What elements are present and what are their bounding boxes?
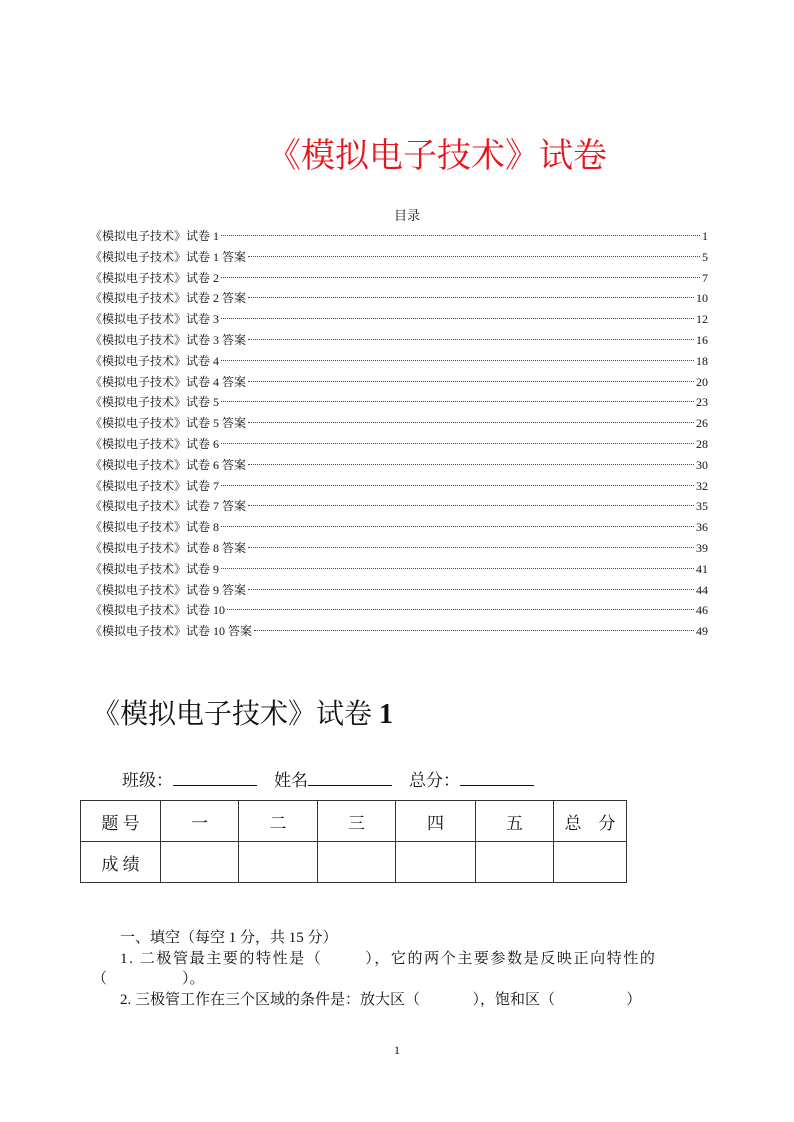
toc-entry-page: 49	[696, 624, 708, 639]
toc-entry-label: 《模拟电子技术》试卷 2	[90, 270, 220, 285]
toc-entry-page: 41	[696, 561, 708, 576]
toc-entry-page: 32	[696, 478, 708, 493]
toc-entry[interactable]	[90, 476, 708, 497]
header-cell: 二	[239, 801, 318, 842]
toc-entry[interactable]	[90, 288, 708, 309]
name-label: 姓名	[274, 771, 308, 790]
score-table-row	[81, 842, 627, 883]
toc-entry-label: 《模拟电子技术》试卷 1	[90, 229, 220, 243]
page-number: 1	[394, 1043, 400, 1057]
toc-leader-dots	[248, 297, 694, 298]
toc-entry[interactable]	[90, 600, 708, 621]
score-table	[80, 800, 627, 883]
total-label: 总分：	[409, 771, 460, 790]
toc-entry-label: 《模拟电子技术》试卷 7	[90, 478, 220, 493]
toc-entry[interactable]	[90, 580, 708, 601]
toc-leader-dots	[221, 485, 694, 486]
question-1: 1. 二极管最主要的特性是（ ），它的两个主要参数是反映正向特性的	[120, 951, 657, 967]
toc-leader-dots	[221, 401, 694, 402]
toc-entry-label: 《模拟电子技术》试卷 3 答案	[90, 332, 247, 347]
score-cell[interactable]	[239, 842, 318, 883]
toc-entry-page: 30	[696, 457, 708, 472]
toc-leader-dots	[248, 422, 694, 423]
toc-entry[interactable]	[90, 268, 708, 289]
toc-entry[interactable]	[90, 247, 708, 268]
exam-heading-number: 1	[379, 699, 394, 730]
toc-entry-label: 《模拟电子技术》试卷 1 答案	[90, 249, 247, 264]
header-cell: 题 号	[81, 801, 161, 842]
exam-heading	[92, 692, 393, 732]
toc-leader-dots	[221, 360, 694, 361]
toc-entry-label: 《模拟电子技术》试卷 9 答案	[90, 582, 247, 597]
toc-leader-dots	[248, 505, 694, 506]
header-cell: 三	[318, 801, 396, 842]
toc-entry-page: 18	[696, 353, 708, 368]
question-1-cont: （ ）。	[92, 971, 205, 987]
toc-entry-label: 《模拟电子技术》试卷 10	[90, 603, 226, 618]
toc-entry-page: 46	[696, 603, 708, 618]
toc-leader-dots	[254, 630, 694, 631]
header-cell: 一	[161, 801, 239, 842]
toc-entry-label: 《模拟电子技术》试卷 2 答案	[90, 291, 247, 306]
toc-entry-label: 《模拟电子技术》试卷 5	[90, 395, 220, 410]
toc-entry-page: 35	[696, 499, 708, 514]
toc-entry-label: 《模拟电子技术》试卷 9	[90, 561, 220, 576]
class-blank[interactable]	[173, 771, 257, 786]
score-table-header	[81, 801, 627, 842]
score-cell[interactable]	[476, 842, 554, 883]
toc-leader-dots	[221, 526, 694, 527]
toc-entry-page: 1	[702, 229, 708, 243]
toc-entry[interactable]	[90, 372, 708, 393]
toc-entry[interactable]	[90, 517, 708, 538]
toc-entry-page: 5	[702, 249, 708, 264]
toc-leader-dots	[221, 235, 700, 236]
toc-entry-label: 《模拟电子技术》试卷 8 答案	[90, 540, 247, 555]
exam-heading-text: 《模拟电子技术》试卷	[92, 699, 380, 730]
total-blank[interactable]	[460, 771, 534, 786]
student-info-line	[122, 766, 534, 791]
toc-entry-label: 《模拟电子技术》试卷 5 答案	[90, 416, 247, 431]
toc-entry-label: 《模拟电子技术》试卷 6	[90, 436, 220, 451]
toc-entry-page: 23	[696, 395, 708, 410]
toc-entry-page: 16	[696, 332, 708, 347]
question-2: 2. 三极管工作在三个区域的条件是：放大区（ ），饱和区（ ）	[120, 992, 642, 1008]
score-cell[interactable]	[396, 842, 476, 883]
header-cell: 总 分	[554, 801, 627, 842]
toc-entry-page: 39	[696, 540, 708, 555]
table-of-contents	[90, 226, 708, 642]
toc-leader-dots	[248, 464, 694, 465]
score-cell[interactable]	[554, 842, 627, 883]
toc-leader-dots	[248, 256, 700, 257]
toc-entry-page: 36	[696, 520, 708, 535]
toc-entry[interactable]	[90, 621, 708, 642]
row-label: 成 绩	[81, 842, 161, 883]
toc-heading: 目录	[393, 208, 420, 223]
toc-leader-dots	[221, 318, 694, 319]
toc-entry-page: 12	[696, 312, 708, 327]
toc-entry-label: 《模拟电子技术》试卷 4 答案	[90, 374, 247, 389]
toc-entry-label: 《模拟电子技术》试卷 6 答案	[90, 457, 247, 472]
toc-entry[interactable]	[90, 330, 708, 351]
toc-entry-label: 《模拟电子技术》试卷 3	[90, 312, 220, 327]
toc-entry[interactable]	[90, 413, 708, 434]
header-cell: 五	[476, 801, 554, 842]
toc-leader-dots	[248, 339, 694, 340]
toc-entry-label: 《模拟电子技术》试卷 10 答案	[90, 624, 253, 639]
score-cell[interactable]	[161, 842, 239, 883]
toc-leader-dots	[248, 589, 694, 590]
toc-leader-dots	[221, 568, 694, 569]
toc-entry[interactable]	[90, 559, 708, 580]
toc-entry[interactable]	[90, 309, 708, 330]
toc-entry[interactable]	[90, 351, 708, 372]
header-cell: 四	[396, 801, 476, 842]
toc-entry-label: 《模拟电子技术》试卷 4	[90, 353, 220, 368]
toc-entry[interactable]	[90, 434, 708, 455]
section-1-heading: 一、填空（每空 1 分，共 15 分）	[120, 930, 338, 946]
document-title: 《模拟电子技术》试卷	[267, 138, 607, 175]
toc-leader-dots	[248, 547, 694, 548]
toc-leader-dots	[221, 443, 694, 444]
toc-entry-page: 28	[696, 436, 708, 451]
toc-leader-dots	[221, 277, 700, 278]
toc-entry[interactable]	[90, 392, 708, 413]
score-cell[interactable]	[318, 842, 396, 883]
toc-entry-page: 44	[696, 582, 708, 597]
toc-entry-label: 《模拟电子技术》试卷 7 答案	[90, 499, 247, 514]
class-label: 班级：	[122, 771, 173, 790]
toc-leader-dots	[248, 381, 694, 382]
toc-entry[interactable]	[90, 538, 708, 559]
toc-entry[interactable]	[90, 496, 708, 517]
toc-entry-label: 《模拟电子技术》试卷 8	[90, 520, 220, 535]
toc-entry[interactable]	[90, 455, 708, 476]
toc-leader-dots	[227, 609, 694, 610]
toc-entry-page: 20	[696, 374, 708, 389]
toc-entry-page: 7	[702, 270, 708, 285]
toc-entry[interactable]	[90, 226, 708, 247]
name-blank[interactable]	[308, 771, 392, 786]
toc-entry-page: 10	[696, 291, 708, 306]
toc-entry-page: 26	[696, 416, 708, 431]
